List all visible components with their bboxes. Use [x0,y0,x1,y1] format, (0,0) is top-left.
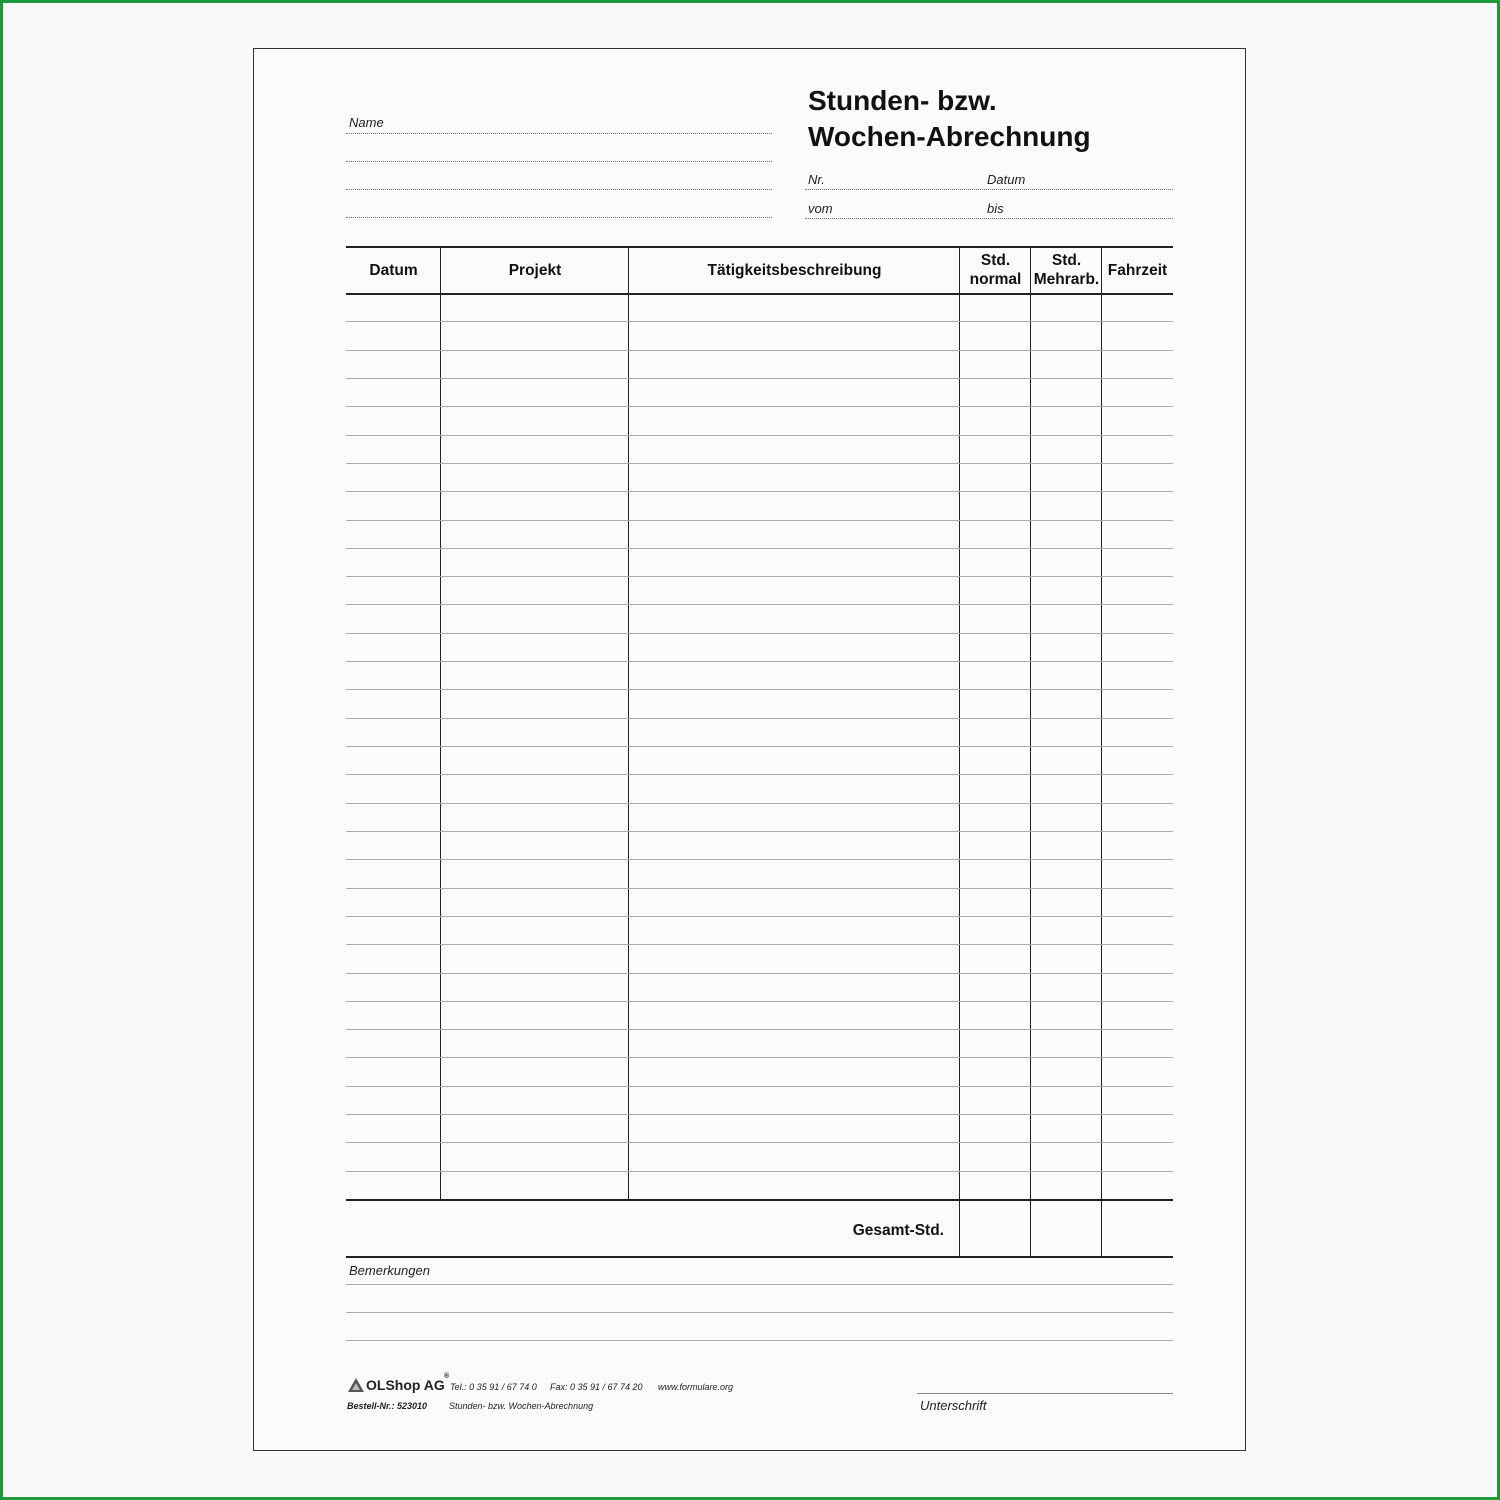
table-row-line [346,406,1173,407]
table-row-line [346,576,1173,577]
vom-label: vom [808,201,833,216]
company-fax: Fax: 0 35 91 / 67 74 20 [550,1382,643,1392]
form-name-footer: Stunden- bzw. Wochen-Abrechnung [449,1401,594,1411]
form-title-line1: Stunden- bzw. [808,85,997,116]
table-row-line [346,774,1173,775]
col-divider-4 [1030,246,1031,1256]
name-label: Name [349,115,384,130]
col-header-datum: Datum [369,261,418,279]
table-row-line [346,350,1173,351]
table-row-line [346,633,1173,634]
remarks-line-1[interactable] [346,1284,1173,1285]
nr-label: Nr. [808,172,825,187]
datum-label: Datum [987,172,1026,187]
table-row-line [346,1171,1173,1172]
table-row-line [346,548,1173,549]
company-name: OLShop AG [366,1377,445,1393]
table-row-line [346,604,1173,605]
table-row-line [346,1001,1173,1002]
col-header-fahrzeit: Fahrzeit [1107,261,1168,279]
col-header-taetigkeit: Tätigkeitsbeschreibung [707,261,882,279]
form-title-line2: Wochen-Abrechnung [808,121,1091,152]
table-row-line [346,463,1173,464]
name-line-3[interactable] [346,189,772,190]
vom-bis-line[interactable] [805,218,1173,219]
table-row-line [346,973,1173,974]
col-header-std-normal: Std. normal [969,252,1022,288]
table-row-line [346,746,1173,747]
table-row-line [346,1057,1173,1058]
nr-datum-line[interactable] [805,189,1173,190]
table-row-line [346,435,1173,436]
table-row-line [346,378,1173,379]
col-header-std-mehrarb: Std. Mehrarb. [1033,252,1100,288]
table-body-bottom [346,1199,1173,1201]
table-header-border [346,293,1173,295]
table-row-line [346,888,1173,889]
table-row-line [346,831,1173,832]
bis-label: bis [987,201,1004,216]
table-row-line [346,520,1173,521]
table-row-line [346,1142,1173,1143]
table-row-line [346,1029,1173,1030]
col-divider-2 [628,246,629,1199]
signature-label: Unterschrift [920,1398,987,1413]
table-row-line [346,1086,1173,1087]
table-row-line [346,321,1173,322]
remarks-line-3[interactable] [346,1340,1173,1341]
col-divider-1 [440,246,441,1199]
company-logo-icon [347,1377,365,1393]
col-divider-3 [959,246,960,1256]
company-tel: Tel.: 0 35 91 / 67 74 0 [450,1382,537,1392]
order-number: Bestell-Nr.: 523010 [347,1401,428,1411]
name-line-4[interactable] [346,217,772,218]
table-row-line [346,944,1173,945]
remarks-line-2[interactable] [346,1312,1173,1313]
table-row-line [346,1114,1173,1115]
table-row-line [346,916,1173,917]
remarks-label: Bemerkungen [349,1263,430,1278]
registered-mark: ® [444,1373,450,1380]
table-row-line [346,491,1173,492]
table-row-line [346,718,1173,719]
table-row-line [346,661,1173,662]
table-row-line [346,689,1173,690]
signature-line[interactable] [917,1393,1173,1394]
name-line-2[interactable] [346,161,772,162]
name-line-1[interactable] [346,133,772,134]
company-web[interactable]: www.formulare.org [658,1382,734,1392]
total-label: Gesamt-Std. [852,1222,944,1239]
table-bottom-border [346,1256,1173,1258]
table-row-line [346,859,1173,860]
col-header-projekt: Projekt [508,261,562,279]
form-sheet [253,48,1246,1451]
col-divider-5 [1101,246,1102,1256]
table-row-line [346,803,1173,804]
